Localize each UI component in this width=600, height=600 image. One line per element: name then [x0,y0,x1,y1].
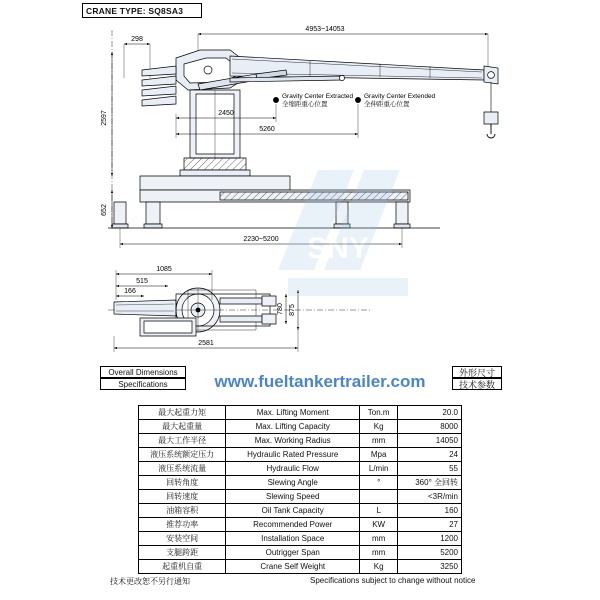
spec-name-cn: 最大起重量 [139,420,226,434]
spec-value: 360° 全回转 [398,476,462,490]
overall-dimensions-label: Overall Dimensions [100,366,186,378]
spec-name-cn: 液压系统流量 [139,462,226,476]
svg-text:298: 298 [131,36,143,43]
spec-unit [360,490,398,504]
spec-unit: Mpa [360,448,398,462]
svg-text:166: 166 [124,288,136,295]
spec-unit: KW [360,518,398,532]
svg-text:Gravity Center Extended: Gravity Center Extended [364,93,436,100]
svg-text:2450: 2450 [218,110,234,117]
spec-value: 27 [398,518,462,532]
svg-text:1085: 1085 [156,266,172,273]
table-row [139,476,462,490]
table-row [139,434,462,448]
spec-value: 3250 [398,560,462,574]
spec-name-en: Outrigger Span [226,546,360,560]
spec-name-en: Hydraulic Flow [226,462,360,476]
spec-value: 55 [398,462,462,476]
spec-unit: mm [360,532,398,546]
table-row [139,532,462,546]
svg-text:2230~5200: 2230~5200 [243,236,279,243]
spec-value: 14050 [398,434,462,448]
spec-name-en: Hydraulic Rated Pressure [226,448,360,462]
svg-text:515: 515 [136,278,148,285]
svg-text:2597: 2597 [101,110,108,126]
spec-name-cn: 安装空间 [139,532,226,546]
table-row [139,406,462,420]
spec-value: 1200 [398,532,462,546]
table-row [139,448,462,462]
watermark-letters: SNY [307,232,369,265]
spec-unit: L/min [360,462,398,476]
spec-name-cn: 油箱容积 [139,504,226,518]
table-row [139,546,462,560]
spec-name-cn: 回转速度 [139,490,226,504]
spec-name-cn: 最大工作半径 [139,434,226,448]
spec-name-cn: 推荐功率 [139,518,226,532]
spec-name-en: Recommended Power [226,518,360,532]
spec-value: 5200 [398,546,462,560]
table-row [139,560,462,574]
spec-unit: mm [360,546,398,560]
spec-name-cn: 起重机自重 [139,560,226,574]
spec-name-en: Max. Lifting Moment [226,406,360,420]
spec-name-en: Oil Tank Capacity [226,504,360,518]
overall-dimensions-label-cn: 外形尺寸 [452,366,502,378]
table-row [139,490,462,504]
spec-name-en: Crane Self Weight [226,560,360,574]
table-row [139,420,462,434]
spec-unit: ° [360,476,398,490]
svg-text:2581: 2581 [198,340,214,347]
spec-unit: mm [360,434,398,448]
spec-value: 8000 [398,420,462,434]
spec-name-en: Slewing Angle [226,476,360,490]
spec-value: <3R/min [398,490,462,504]
svg-text:652: 652 [101,204,108,216]
spec-unit: Ton.m [360,406,398,420]
drawing-svg [80,18,520,368]
specifications-label-cn: 技术参数 [452,378,502,390]
spec-value: 20.0 [398,406,462,420]
watermark-text: www.fueltankertrailer.com [214,372,426,391]
svg-text:875: 875 [289,304,296,316]
specifications-table [138,405,462,574]
svg-text:全缩距重心位置: 全缩距重心位置 [282,101,328,108]
spec-name-cn: 液压系统额定压力 [139,448,226,462]
spec-name-en: Installation Space [226,532,360,546]
svg-text:5260: 5260 [259,126,275,133]
spec-name-en: Max. Lifting Capacity [226,420,360,434]
crane-type-title: CRANE TYPE: SQ8SA3 [82,3,202,18]
svg-text:Gravity Center Extracted: Gravity Center Extracted [282,93,354,100]
spec-value: 24 [398,448,462,462]
table-row [139,518,462,532]
spec-name-cn: 回转角度 [139,476,226,490]
spec-name-cn: 最大起重力矩 [139,406,226,420]
table-row [139,504,462,518]
footer-note-cn: 技术更改恕不另行通知 [110,577,190,586]
spec-unit: L [360,504,398,518]
svg-text:4953~14053: 4953~14053 [305,26,345,33]
spec-unit: Kg [360,560,398,574]
spec-name-en: Max. Working Radius [226,434,360,448]
table-row [139,462,462,476]
spec-name-en: Slewing Speed [226,490,360,504]
spec-value: 160 [398,504,462,518]
svg-text:780: 780 [277,303,284,315]
spec-table-body [139,406,462,574]
spec-name-cn: 支腿跨距 [139,546,226,560]
footer-note-en: Specifications subject to change without notice [310,576,476,585]
specifications-label: Specifications [100,378,186,390]
technical-drawing [80,18,520,368]
svg-text:全伸距重心位置: 全伸距重心位置 [364,101,410,108]
spec-unit: Kg [360,420,398,434]
